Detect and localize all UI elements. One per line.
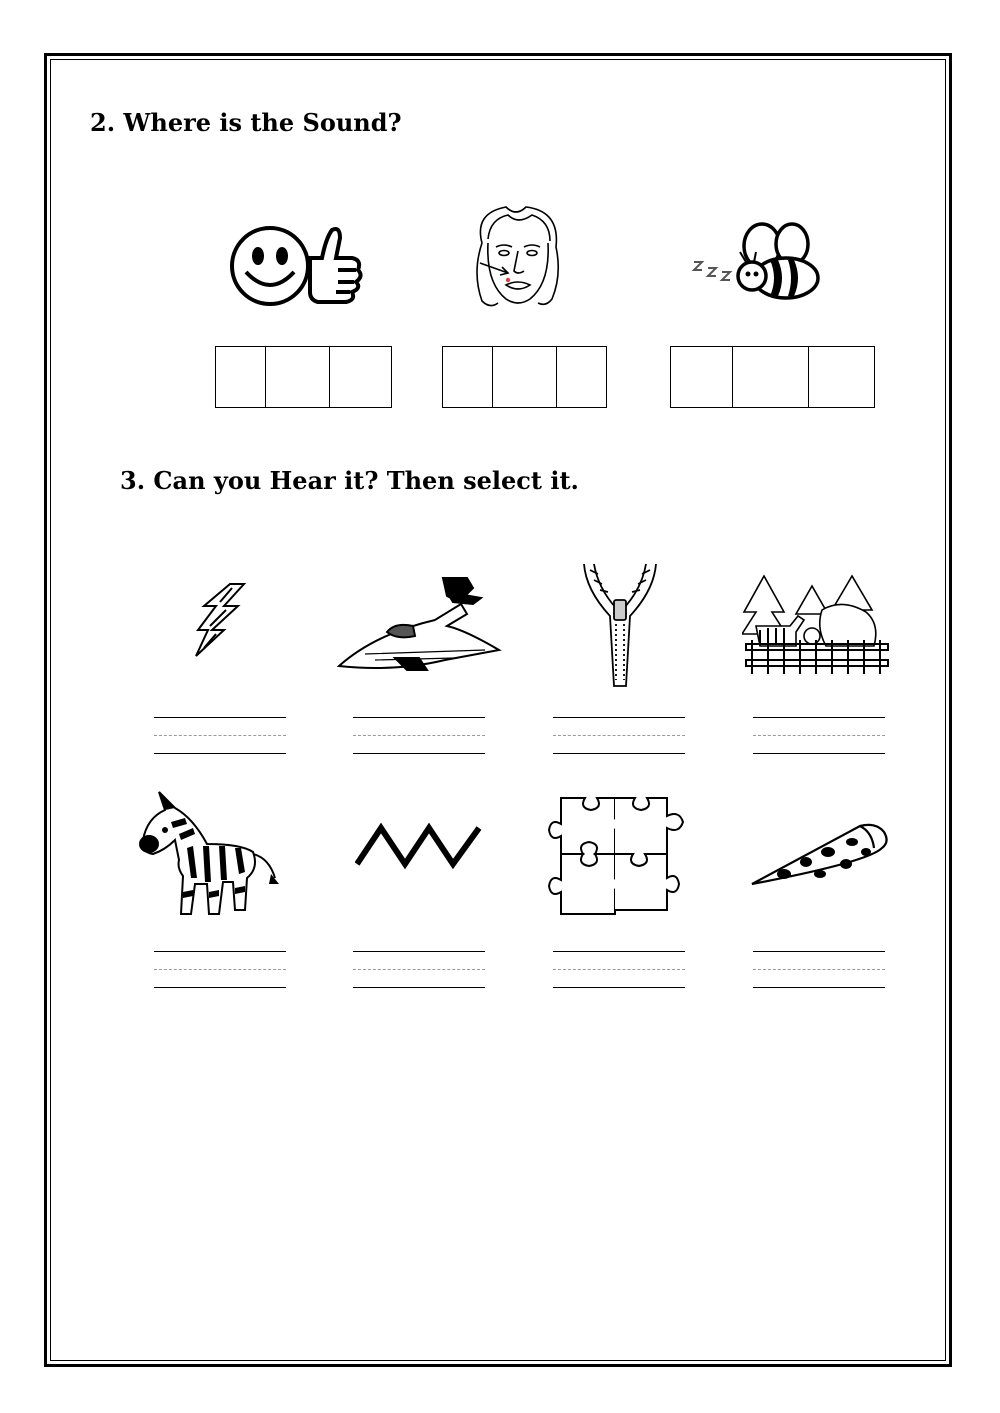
answer-writing-line[interactable] xyxy=(154,951,286,989)
sound-position-boxes xyxy=(215,346,392,408)
answer-writing-line[interactable] xyxy=(753,717,885,755)
zebra-icon xyxy=(135,788,280,918)
smiley-thumbs-up-icon xyxy=(222,218,367,310)
sound-box[interactable] xyxy=(671,347,733,407)
sound-box[interactable] xyxy=(266,347,330,407)
answer-writing-line[interactable] xyxy=(353,717,485,755)
zipper-icon xyxy=(580,560,660,690)
answer-writing-line[interactable] xyxy=(553,717,685,755)
section-3-heading: 3. Can you Hear it? Then select it. xyxy=(120,466,579,495)
sound-position-boxes xyxy=(670,346,875,408)
sound-box[interactable] xyxy=(557,347,605,407)
jet-airplane-icon xyxy=(335,574,503,674)
answer-writing-line[interactable] xyxy=(753,951,885,989)
puzzle-icon xyxy=(545,792,690,920)
sound-box[interactable] xyxy=(809,347,873,407)
answer-writing-line[interactable] xyxy=(553,951,685,989)
sound-box[interactable] xyxy=(733,347,809,407)
answer-writing-line[interactable] xyxy=(353,951,485,989)
sound-position-boxes xyxy=(442,346,607,408)
sound-box[interactable] xyxy=(493,347,557,407)
sound-box[interactable] xyxy=(443,347,493,407)
pizza-slice-icon xyxy=(748,818,896,890)
answer-writing-line[interactable] xyxy=(154,717,286,755)
sleeping-bee-icon xyxy=(690,218,825,303)
face-nose-icon xyxy=(468,203,568,311)
section-2-heading: 2. Where is the Sound? xyxy=(90,108,402,137)
zoo-icon xyxy=(742,572,892,677)
sound-box[interactable] xyxy=(330,347,390,407)
lightning-bolt-icon xyxy=(190,580,250,660)
zigzag-icon xyxy=(355,822,483,870)
sound-box[interactable] xyxy=(216,347,266,407)
